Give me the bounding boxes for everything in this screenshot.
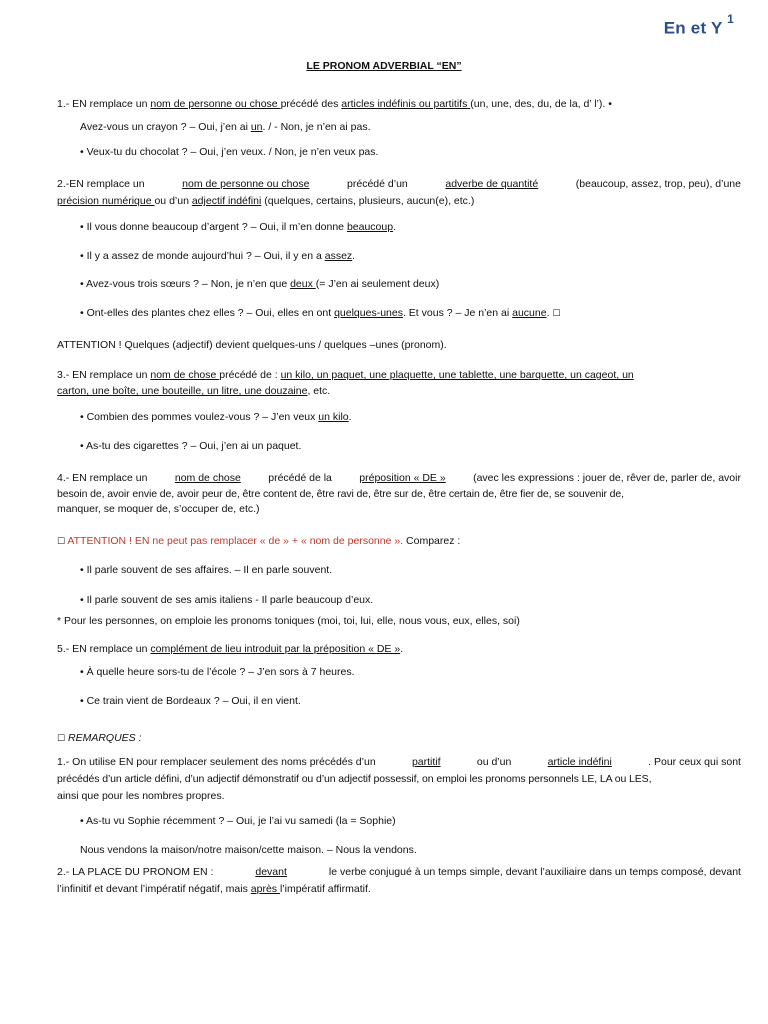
s4-example-2: • Il parle souvent de ses amis italiens - Il parle beaucoup d’eux.: [80, 594, 374, 606]
s3-example-1: • Combien des pommes voulez-vous ? – J’en veux un kilo.: [80, 411, 352, 423]
remarque-1-line2: précédés d’un article défini, d’un adjectif démonstratif ou d’un adjectif possessif, on emploi les pronoms personnels LE, LA ou LES,: [57, 773, 652, 785]
missing-glyph-icon: ☐: [552, 309, 561, 319]
missing-glyph-icon: ☐: [57, 734, 66, 744]
remarque-example-1: • As-tu vu Sophie récemment ? – Oui, je l’ai vu samedi (la = Sophie): [80, 815, 396, 827]
remarques-heading: ☐ REMARQUES :: [57, 732, 142, 744]
s2-rule-line1: 2.-EN remplace un nom de personne ou chose précédé d’un adverbe de quantité (beaucoup, assez, trop, peu), d’une: [57, 178, 741, 190]
s1-example-1: Avez-vous un crayon ? – Oui, j’en ai un. / - Non, je n’en ai pas.: [80, 121, 371, 133]
s2-example-3: • Avez-vous trois sœurs ? – Non, je n’en que deux (= J’en ai seulement deux): [80, 278, 440, 290]
s2-example-1: • Il vous donne beaucoup d’argent ? – Oui, il m’en donne beaucoup.: [80, 221, 397, 233]
s3-example-2: • As-tu des cigarettes ? – Oui, j’en ai un paquet.: [80, 440, 302, 452]
s2-example-2: • Il y a assez de monde aujourd’hui ? – Oui, il y en a assez.: [80, 250, 356, 262]
header-title: En et Y: [663, 18, 723, 38]
s5-rule: 5.- EN remplace un complément de lieu introduit par la préposition « DE ».: [57, 643, 404, 655]
page-number: 1: [727, 12, 734, 26]
missing-glyph-icon: ☐: [57, 537, 66, 547]
document-title: LE PRONOM ADVERBIAL “EN”: [306, 60, 462, 72]
s4-note: * Pour les personnes, on emploie les pronoms toniques (moi, toi, lui, elle, nous vous, eux, elles, soi): [57, 615, 520, 627]
s5-example-1: • À quelle heure sors-tu de l’école ? – J’en sors à 7 heures.: [80, 666, 355, 678]
s3-rule-line1: 3.- EN remplace un nom de chose précédé de : un kilo, un paquet, une plaquette, une tablette, une barquette, un cageot, un: [57, 369, 634, 381]
s5-example-2: • Ce train vient de Bordeaux ? – Oui, il en vient.: [80, 695, 301, 707]
s4-rule-line1: 4.- EN remplace un nom de chose précédé de la préposition « DE » (avec les expressions : jouer de, rêver de, parler de, avoir: [57, 472, 741, 484]
s1-rule: 1.- EN remplace un nom de personne ou chose précédé des articles indéfinis ou partitifs (un, une, des, du, de la, d’ l’). •: [57, 98, 612, 110]
s2-attention: ATTENTION ! Quelques (adjectif) devient quelques-uns / quelques –unes (pronom).: [57, 339, 447, 351]
s3-rule-line2: carton, une boîte, une bouteille, un litre, une douzaine, etc.: [57, 385, 331, 397]
s4-example-1: • Il parle souvent de ses affaires. – Il en parle souvent.: [80, 564, 333, 576]
remarque-2-line2: l’infinitif et devant l’impératif négatif, mais après l’impératif affirmatif.: [57, 883, 371, 895]
s2-rule-line2: précision numérique ou d’un adjectif indéfini (quelques, certains, plusieurs, aucun(e), etc.): [57, 195, 475, 207]
remarque-1-line1: 1.- On utilise EN pour remplacer seulement des noms précédés d’un partitif ou d’un article indéfini . Pour ceux qui sont: [57, 756, 741, 768]
remarque-1-line3: ainsi que pour les nombres propres.: [57, 790, 225, 802]
s4-rule-line3: manquer, se moquer de, s’occuper de, etc.): [57, 503, 260, 515]
remarque-2-line1: 2.- LA PLACE DU PRONOM EN : devant le verbe conjugué à un temps simple, devant l’auxiliaire dans un temps composé, devant: [57, 866, 741, 878]
s4-warning: ☐ ATTENTION ! EN ne peut pas remplacer « de » + « nom de personne ». Comparez :: [57, 535, 461, 547]
remarque-example-2: Nous vendons la maison/notre maison/cette maison. – Nous la vendons.: [80, 844, 417, 856]
s4-rule-line2: besoin de, avoir envie de, avoir peur de, être content de, être ravi de, être sur de, être certain de, être fier de, se souvenir de,: [57, 488, 624, 500]
document-header: [663, 12, 734, 39]
s2-example-4: • Ont-elles des plantes chez elles ? – Oui, elles en ont quelques-unes. Et vous ? – Je n’en ai aucune. ☐: [80, 307, 561, 319]
s1-example-2: • Veux-tu du chocolat ? – Oui, j’en veux. / Non, je n’en veux pas.: [80, 146, 379, 158]
